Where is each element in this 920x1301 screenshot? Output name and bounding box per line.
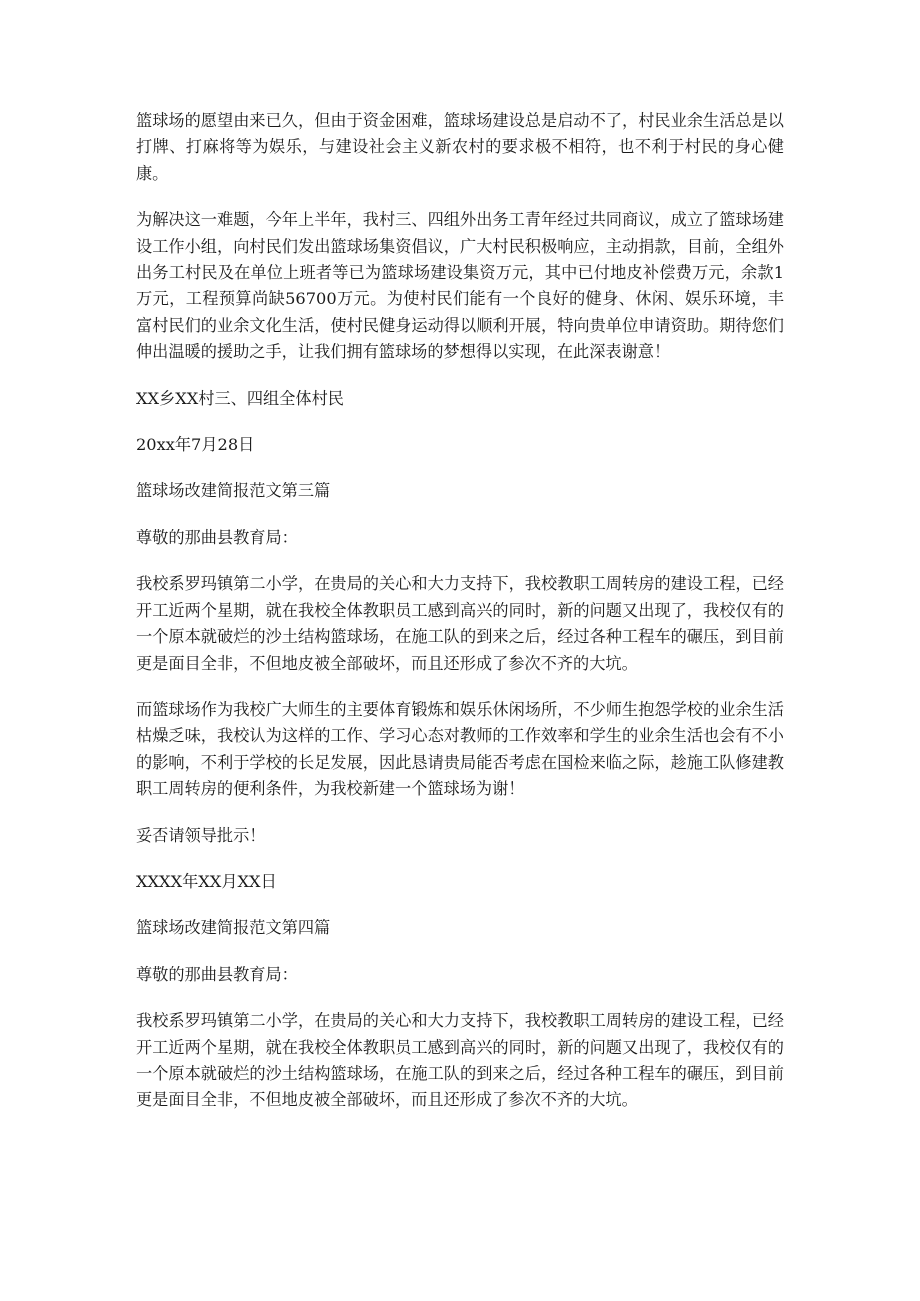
section-heading-three: 篮球场改建简报范文第三篇 bbox=[136, 481, 331, 501]
paragraph-school-situation: 我校系罗玛镇第二小学，在贵局的关心和大力支持下，我校教职工周转房的建设工程，已经开工近两个星期，就在我校全体教职员工感到高兴的同时，新的问题又出现了，我校仅有的一个原本就破烂的沙土结构篮球场，在施工队的到来之后，经过各种工程车的碾压，到目前更是面目全非，不但地皮被全部破坏，而且还形成了参次不齐的大坑。 bbox=[136, 574, 784, 673]
salutation: 尊敬的那曲县教育局： bbox=[136, 527, 298, 547]
date-line: 20xx年7月28日 bbox=[136, 435, 255, 455]
approval-request: 妥否请领导批示！ bbox=[136, 825, 266, 845]
paragraph-intro: 篮球场的愿望由来已久，但由于资金困难，篮球场建设总是启动不了，村民业余生活总是以打牌、打麻将等为娱乐，与建设社会主义新农村的要求极不相符，也不利于村民的身心健康。 bbox=[136, 111, 784, 183]
signature-villagers: XX乡XX村三、四组全体村民 bbox=[136, 388, 344, 408]
paragraph-school-situation-repeat: 我校系罗玛镇第二小学，在贵局的关心和大力支持下，我校教职工周转房的建设工程，已经开工近两个星期，就在我校全体教职员工感到高兴的同时，新的问题又出现了，我校仅有的一个原本就破烂的沙土结构篮球场，在施工队的到来之后，经过各种工程车的碾压，到目前更是面目全非，不但地皮被全部破坏，而且还形成了参次不齐的大坑。 bbox=[136, 1011, 784, 1110]
paragraph-request: 而篮球场作为我校广大师生的主要体育锻炼和娱乐休闲场所，不少师生抱怨学校的业余生活枯燥乏味，我校认为这样的工作、学习心态对教师的工作效率和学生的业余生活也会有不小的影响，不利于学校的长足发展，因此恳请贵局能否考虑在国检来临之际，趁施工队修建教职工周转房的便利条件，为我校新建一个篮球场为谢！ bbox=[136, 699, 784, 799]
document-body bbox=[136, 108, 784, 1114]
date-line-placeholder: XXXX年XX月XX日 bbox=[136, 871, 277, 891]
paragraph-fundraising: 为解决这一难题，今年上半年，我村三、四组外出务工青年经过共同商议，成立了篮球场建设工作小组，向村民们发出篮球场集资倡议，广大村民积极响应，主动捐款，目前，全组外出务工村民及在单位上班者等已为篮球场建设集资万元，其中已付地皮补偿费万元，余款1万元，工程预算尚缺56700万元。为使村民们能有一个良好的健身、休闲、娱乐环境，丰富村民们的业余文化生活，使村民健身运动得以顺利开展，特向贵单位申请资助。期待您们伸出温暖的援助之手，让我们拥有篮球场的梦想得以实现，在此深表谢意！ bbox=[136, 210, 784, 362]
section-heading-four: 篮球场改建简报范文第四篇 bbox=[136, 918, 331, 938]
salutation-repeat: 尊敬的那曲县教育局： bbox=[136, 964, 298, 984]
